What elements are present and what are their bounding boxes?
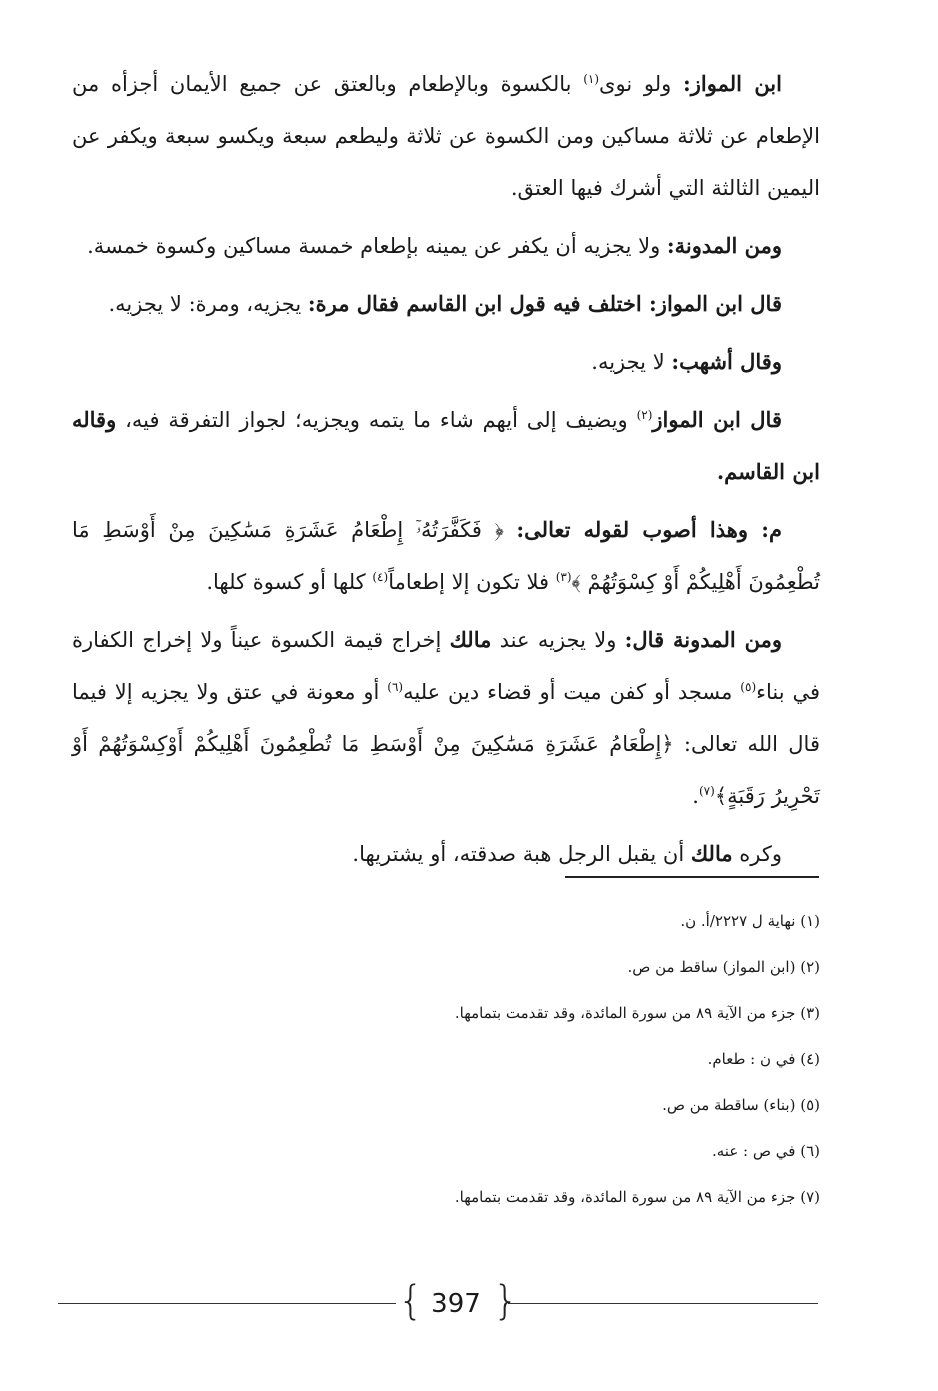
footnote-1: (١) نهاية ل ٢٢٢٧/أ. ن. [680,912,820,930]
paragraph-1 [72,58,820,214]
footer-rule-right [508,1303,818,1304]
text-segment: ولا يجزيه أن يكفر عن يمينه بإطعام خمسة مساكين وكسوة خمسة. [87,234,667,258]
text-segment: يجزيه، ومرة: لا يجزيه. [108,292,308,316]
text-segment: ويضيف إلى أيهم شاء ما يتمه ويجزيه؛ لجواز التفرقة فيه، [116,408,637,432]
footnote-4: (٤) في ن : طعام. [707,1050,820,1068]
quran-quote: أو معونة في عتق ولا يجزيه إلا فيما قال الله تعالى: ﴿إِطْعَامُ عَشَرَةِ مَسَٰكِينَ مِنْ أَوْسَطِ مَا تُطْعِمُونَ أَهْلِيكُمْ أَوْكِسْوَتُهُمْ أَوْ تَحْرِيرُ رَقَبَةٍ﴾ [72,680,820,808]
text-segment: لا يجزيه. [591,350,672,374]
paragraph-8 [72,828,820,880]
footnote-ref-4[interactable]: (٤) [372,570,389,584]
text-segment: فلا تكون إلا إطعاماً [388,570,556,594]
main-text [72,58,820,880]
speaker-label: ابن المواز: [683,71,782,96]
footnote-separator [565,876,819,878]
attribution-label: وقاله ابن القاسم. [72,407,820,484]
text-segment: مسجد أو كفن ميت أو قضاء دين عليه [403,680,741,704]
paragraph-6 [72,504,820,608]
paragraph-4 [72,336,820,388]
paragraph-3 [72,278,820,330]
footnote-6: (٦) في ص : عنه. [712,1142,820,1160]
paragraph-2 [72,220,820,272]
footnote-3: (٣) جزء من الآية ٨٩ من سورة المائدة، وقد تقدمت بتمامها. [454,1004,820,1022]
speaker-label: قال ابن المواز [652,407,782,432]
footnote-ref-3[interactable]: (٣) [555,570,572,584]
name-label: مالك [690,841,733,866]
footnote-2: (٢) (ابن المواز) ساقط من ص. [627,958,820,976]
footnote-ref-6[interactable]: (٦) [387,680,404,694]
page-number-bracket-right: } [493,1278,519,1324]
paragraph-7 [72,614,820,822]
text-segment: أن يقبل الرجل هبة صدقته، أو يشتريها. [352,842,691,866]
text-segment: كلها أو كسوة كلها. [206,570,373,594]
footnote-ref-5[interactable]: (٥) [740,680,757,694]
speaker-label: قال ابن المواز: اختلف فيه قول ابن القاسم فقال مرة: [307,291,782,316]
name-label: مالك [449,627,492,652]
text-segment: . [692,784,699,808]
footnote-5: (٥) (بناء) ساقطة من ص. [662,1096,820,1114]
text-segment: ولا يجزيه عند [491,628,625,652]
footnotes [300,898,820,1220]
source-label: ومن المدونة قال: [624,627,782,652]
text-segment: بالكسوة وبالإطعام وبالعتق عن جميع الأيمان أجزأه من الإطعام عن ثلاثة مساكين ومن الكسوة عن ثلاثة وليطعم سبعة ويكسو سبعة ويكفر عن اليمين الثالثة التي أشرك فيها العتق. [72,72,820,200]
source-label: ومن المدونة: [666,233,782,258]
footnote-7: (٧) جزء من الآية ٨٩ من سورة المائدة، وقد تقدمت بتمامها. [454,1188,820,1206]
footer-rule-left [58,1303,396,1304]
page-number-bracket-left: { [398,1278,424,1324]
quran-quote: ﴿ فَكَفَّرَتُهُۥٓ إِطْعَامُ عَشَرَةِ مَسَٰكِينَ مِنْ أَوْسَطِ مَا تُطْعِمُونَ أَهْلِيكُمْ أَوْ كِسْوَتُهُمْ ﴾ [72,518,820,594]
text-segment: إخراج قيمة الكسوة عيناً ولا إخراج الكفارة في بناء [72,628,821,704]
paragraph-5 [72,394,820,498]
page-number: 397 [431,1289,481,1319]
author-note-label: م: وهذا أصوب لقوله تعالى: [516,517,782,542]
text-segment: ولو نوى [599,72,684,96]
footnote-ref-2[interactable]: (٢) [636,408,653,422]
text-segment: وكره [732,842,782,866]
footnote-ref-1[interactable]: (١) [583,72,600,86]
footnote-ref-7[interactable]: (٧) [698,784,715,798]
speaker-label: وقال أشهب: [671,349,782,374]
